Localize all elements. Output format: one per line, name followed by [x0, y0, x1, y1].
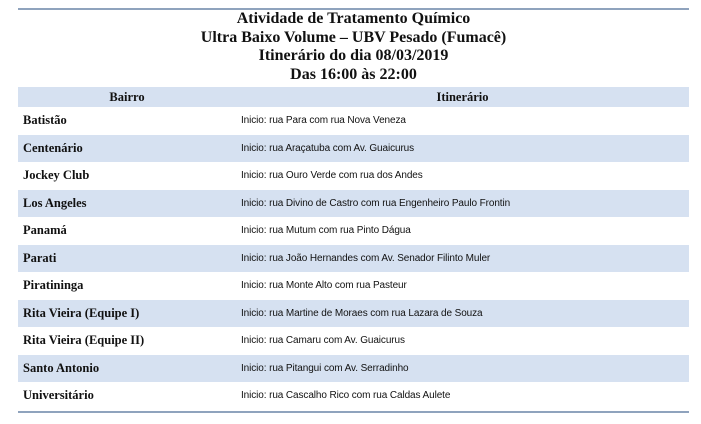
table-row — [18, 272, 689, 300]
table-header-row — [18, 87, 689, 107]
bairro-cell: Piratininga — [23, 278, 84, 293]
table-row — [18, 300, 689, 328]
header-bairro: Bairro — [18, 87, 236, 107]
itinerario-cell: Inicio: rua Pitangui com Av. Serradinho — [236, 355, 689, 383]
title-block — [18, 10, 689, 84]
itinerario-cell: Inicio: rua Ouro Verde com rua dos Andes — [241, 170, 423, 182]
table-row — [18, 355, 689, 383]
itinerario-cell: Inicio: rua Mutum com rua Pinto Dágua — [241, 225, 411, 237]
bairro-cell: Los Angeles — [18, 190, 236, 218]
bairro-cell: Jockey Club — [23, 168, 90, 183]
bairro-cell: Santo Antonio — [18, 355, 236, 383]
title-line-4: Das 16:00 às 22:00 — [290, 65, 417, 83]
itinerario-cell: Inicio: rua João Hernandes com Av. Senador Filinto Muler — [236, 245, 689, 273]
bairro-cell: Rita Vieira (Equipe I) — [18, 300, 236, 328]
itinerario-cell: Inicio: rua Cascalho Rico com rua Caldas Aulete — [241, 390, 451, 402]
itinerario-cell: Inicio: rua Araçatuba com Av. Guaicurus — [236, 135, 689, 163]
bairro-cell: Rita Vieira (Equipe II) — [23, 333, 145, 348]
itinerario-cell: Inicio: rua Para com rua Nova Veneza — [241, 115, 406, 127]
table-row — [18, 190, 689, 218]
itinerario-cell: Inicio: rua Martine de Moraes com rua Lazara de Souza — [236, 300, 689, 328]
table-row — [18, 245, 689, 273]
title-line-1: Atividade de Tratamento Químico — [236, 10, 471, 27]
table-row — [18, 382, 689, 410]
title-line-2: Ultra Baixo Volume – UBV Pesado (Fumacê) — [200, 28, 507, 46]
itinerario-cell: Inicio: rua Divino de Castro com rua Engenheiro Paulo Frontin — [236, 190, 689, 218]
table-row — [18, 135, 689, 163]
bairro-cell: Universitário — [23, 388, 94, 403]
table-row — [18, 107, 689, 135]
itinerario-cell: Inicio: rua Camaru com Av. Guaicurus — [241, 335, 405, 347]
table-row — [18, 162, 689, 190]
table-row — [18, 327, 689, 355]
bottom-rule — [18, 411, 689, 413]
bairro-cell: Batistão — [23, 113, 67, 128]
table-row — [18, 217, 689, 245]
itinerario-cell: Inicio: rua Monte Alto com rua Pasteur — [241, 280, 407, 292]
bairro-cell: Parati — [18, 245, 236, 273]
itinerary-table — [18, 87, 689, 410]
title-line-3: Itinerário do dia 08/03/2019 — [258, 47, 449, 64]
bairro-cell: Panamá — [23, 223, 67, 238]
header-itinerario: Itinerário — [236, 87, 689, 107]
bairro-cell: Centenário — [18, 135, 236, 163]
